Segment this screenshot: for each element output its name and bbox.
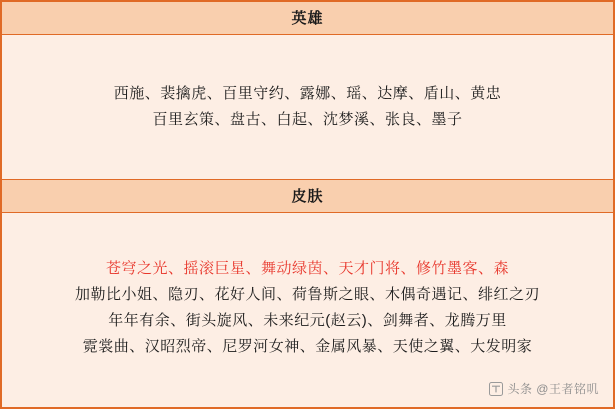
section-body-heroes (2, 35, 613, 179)
section-header-heroes: 英雄 (2, 2, 613, 35)
section-body-skins (2, 213, 613, 403)
skin-line: 霓裳曲、汉昭烈帝、尼罗河女神、金属风暴、天使之翼、大发明家 (82, 338, 533, 355)
toutiao-icon (489, 382, 503, 396)
watermark (489, 380, 599, 397)
hero-line: 西施、裴擒虎、百里守约、露娜、瑶、达摩、盾山、黄忠 (113, 85, 502, 102)
section-header-skins: 皮肤 (2, 179, 613, 213)
skin-line-highlight: 苍穹之光、摇滚巨星、舞动绿茵、天才门将、修竹墨客、森 (105, 260, 509, 277)
hero-line: 百里玄策、盘古、白起、沈梦溪、张良、墨子 (152, 111, 463, 128)
skin-line: 加勒比小姐、隐刃、花好人间、荷鲁斯之眼、木偶奇遇记、绯红之刃 (74, 286, 540, 303)
watermark-text: 头条 @王者铭叽 (507, 382, 599, 396)
skin-line: 年年有余、街头旋风、未来纪元(赵云)、剑舞者、龙腾万里 (108, 312, 507, 329)
